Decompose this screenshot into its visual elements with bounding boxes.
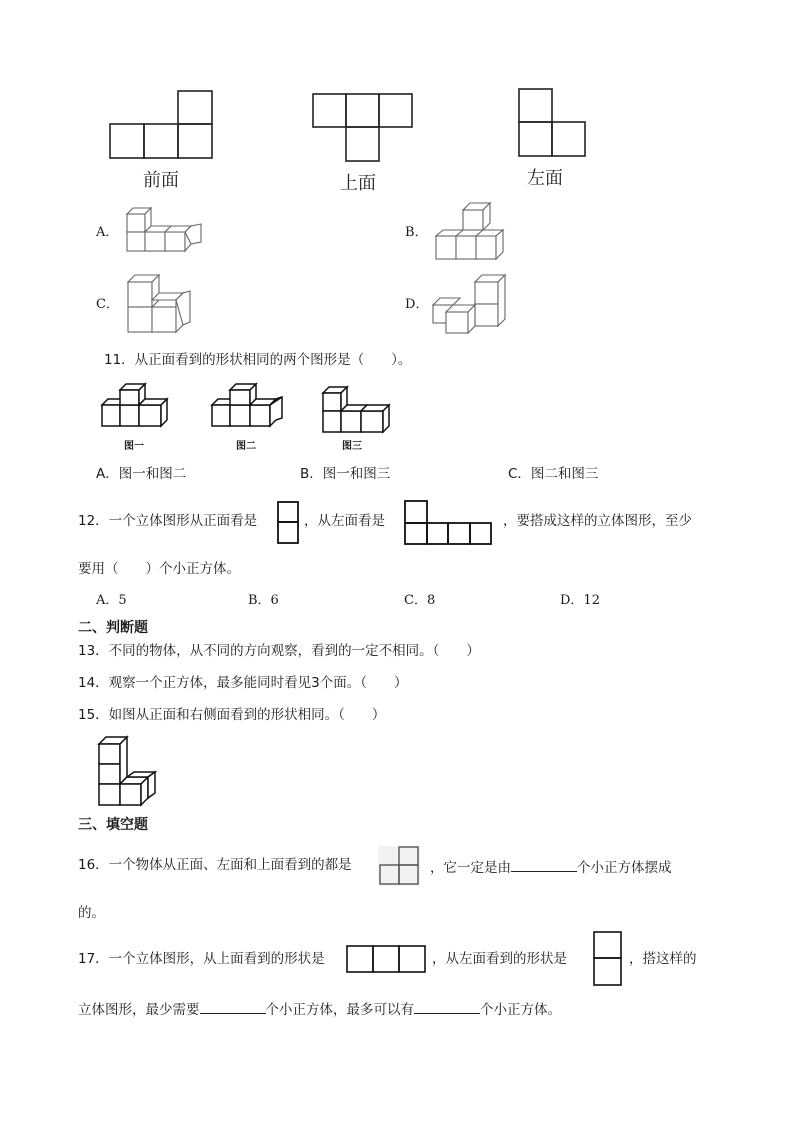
q10-option-c-label[interactable]: C．	[96, 297, 119, 312]
q12-option-b[interactable]: B．6	[248, 593, 279, 608]
q11-figure-2-label: 图二	[236, 441, 256, 452]
q11-option-a[interactable]: A．图一和图二	[96, 466, 187, 482]
q16-stem-part1: 16．一个物体从正面、左面和上面看到的都是	[78, 857, 352, 873]
q10-view-label-front: 前面	[143, 170, 179, 191]
section-3-title: 三、填空题	[78, 817, 148, 833]
q12-option-c[interactable]: C．8	[404, 593, 436, 608]
q10-view-label-top: 上面	[340, 173, 376, 194]
q16-stem-part2: ，它一定是由 个小正方体摆成	[430, 860, 672, 876]
q12-stem-part2: ，从左面看是	[304, 513, 385, 529]
q10-option-a-label[interactable]: A．	[96, 225, 119, 240]
q10-option-b-label[interactable]: B．	[405, 225, 428, 240]
q10-view-label-left: 左面	[527, 168, 563, 189]
q17-stem-part1: 17．一个立体图形，从上面看到的形状是	[78, 951, 325, 967]
q12-option-a[interactable]: A．5	[96, 593, 127, 608]
q17-stem-line2: 立体图形，最少需要 个小正方体，最多可以有 个小正方体。	[78, 1002, 561, 1018]
q11-option-c[interactable]: C．图二和图三	[508, 466, 599, 482]
q12-stem-part3: ，要搭成这样的立体图形，至少	[503, 513, 692, 529]
q17-answer-blank-min[interactable]	[200, 1001, 266, 1014]
q13-text: 13．不同的物体，从不同的方向观察，看到的一定不相同。（ ）	[78, 643, 480, 659]
q12-option-d[interactable]: D．12	[560, 593, 600, 608]
q17-answer-blank-max[interactable]	[414, 1001, 480, 1014]
q17-top-view-figure	[347, 946, 425, 972]
q17-stem-part2: ，从左面看到的形状是	[432, 951, 567, 967]
q17-left-view-figure	[594, 932, 621, 985]
q12-stem-line2: 要用（ ）个小正方体。	[78, 561, 240, 577]
q10-option-d-label[interactable]: D．	[405, 297, 429, 312]
q17-stem-part3: ，搭这样的	[629, 951, 697, 967]
q12-stem-part1: 12．一个立体图形从正面看是	[78, 513, 258, 529]
section-2-title: 二、判断题	[78, 620, 148, 636]
q11-option-b[interactable]: B．图一和图三	[300, 466, 391, 482]
q11-figure-3-label: 图三	[342, 441, 362, 452]
q15-text: 15．如图从正面和右侧面看到的形状相同。（ ）	[78, 707, 386, 723]
q16-stem-line2: 的。	[78, 905, 105, 921]
q14-text: 14．观察一个正方体，最多能同时看见3个面。（ ）	[78, 675, 408, 691]
q11-stem: 11．从正面看到的形状相同的两个图形是（ ）。	[104, 352, 412, 368]
q11-figure-1-label: 图一	[124, 441, 144, 452]
